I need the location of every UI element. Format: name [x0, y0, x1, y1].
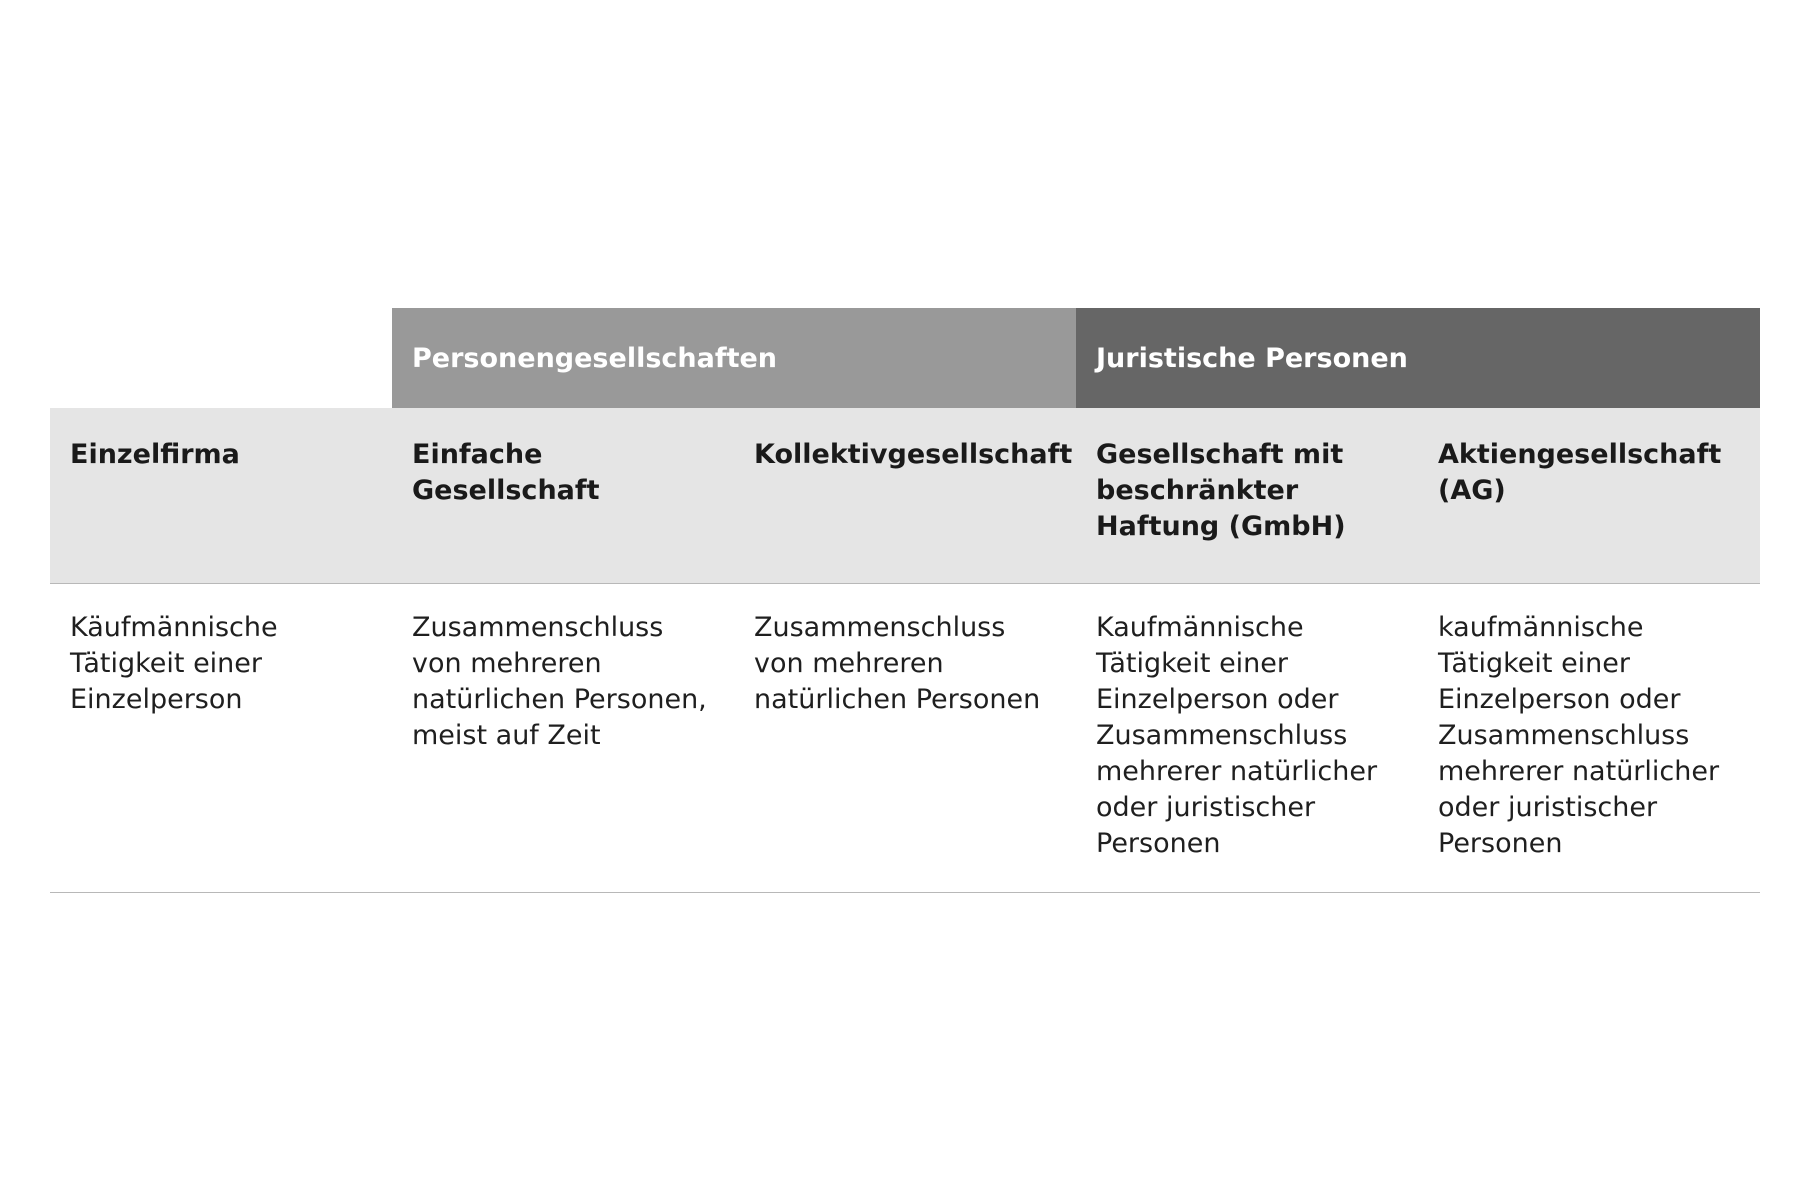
description-einfache-gesellschaft: Zusammenschluss von mehreren natürlichen Personen, meist auf Zeit — [412, 612, 707, 751]
header-einfache-gesellschaft: Einfache Gesellschaft — [412, 439, 600, 506]
description-aktiengesellschaft: kaufmännische Tätigkeit einer Einzelperson oder Zusammenschluss mehrerer natürlicher oder juristischer Personen — [1438, 612, 1720, 859]
description-kollektivgesellschaft: Zusammenschluss von mehreren natürlichen Personen — [754, 612, 1041, 715]
header-aktiengesellschaft: Aktiengesellschaft (AG) — [1438, 439, 1722, 506]
header-gmbh: Gesellschaft mit beschränkter Haftung (GmbH) — [1096, 439, 1346, 542]
group-personengesellschaften-label: Personengesellschaften — [412, 342, 778, 374]
description-einzelfirma: Käufmännische Tätigkeit einer Einzelperson — [70, 612, 278, 715]
header-einzelfirma: Einzelfirma — [70, 439, 240, 470]
group-juristische-personen-label: Juristische Personen — [1096, 342, 1408, 374]
header-kollektivgesellschaft: Kollektivgesellschaft — [754, 439, 1073, 470]
column-header-row — [50, 408, 1760, 584]
legal-forms-table — [50, 308, 1760, 893]
group-personengesellschaften — [392, 308, 1076, 408]
group-header-row — [50, 308, 1760, 408]
description-gmbh: Kaufmännische Tätigkeit einer Einzelperson oder Zusammenschluss mehrerer natürlicher oder juristischer Personen — [1096, 612, 1378, 859]
group-juristische-personen — [1076, 308, 1760, 408]
group-spacer — [50, 308, 392, 408]
description-row — [50, 584, 1760, 893]
